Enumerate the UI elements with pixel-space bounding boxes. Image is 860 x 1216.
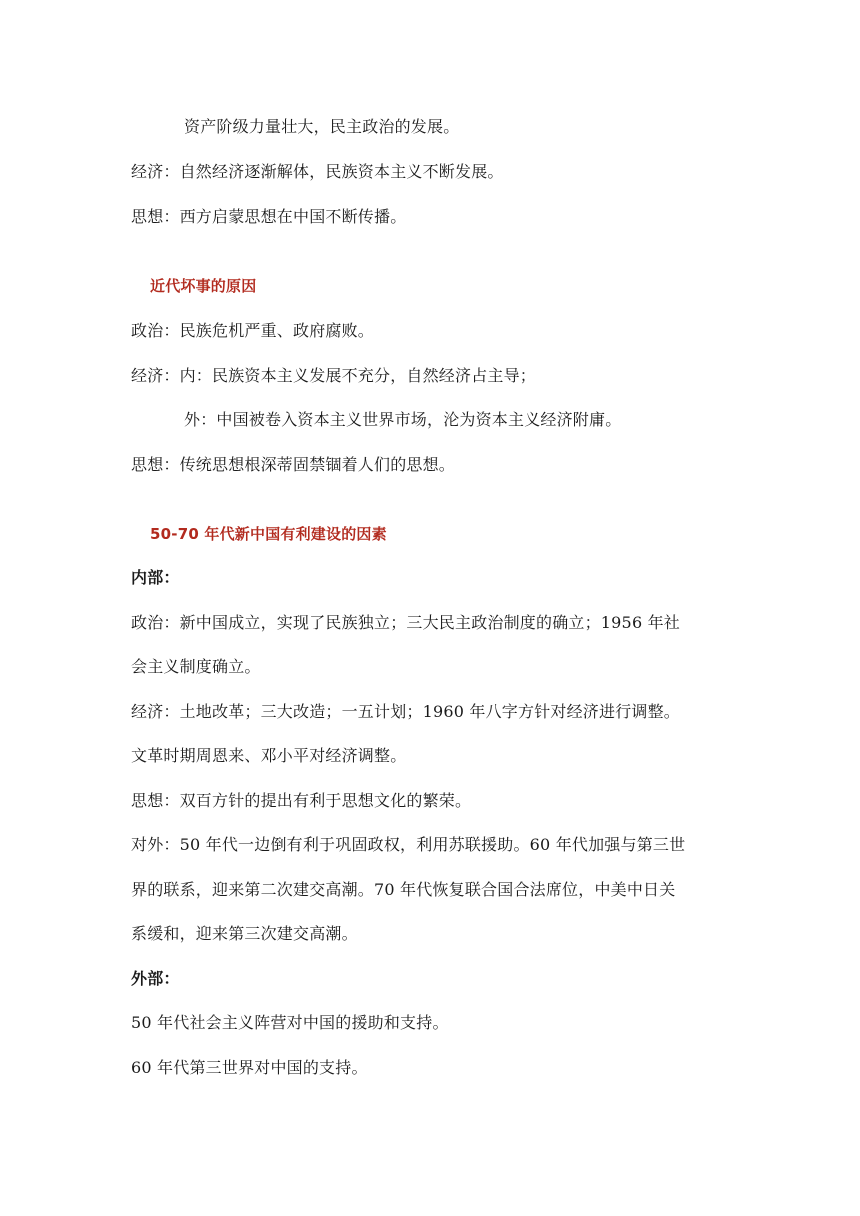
paragraph-thought: 思想：西方启蒙思想在中国不断传播。 xyxy=(131,207,407,226)
paragraph-economy: 经济：土地改革；三大改造；一五计划；1960 年八字方针对经济进行调整。 xyxy=(131,702,681,721)
label-external: 外部： xyxy=(131,969,180,988)
paragraph-thought: 思想：双百方针的提出有利于思想文化的繁荣。 xyxy=(131,791,472,810)
paragraph-politics-continued: 资产阶级力量壮大，民主政治的发展。 xyxy=(184,117,460,136)
paragraph-politics: 政治：新中国成立，实现了民族独立；三大民主政治制度的确立；1956 年社 xyxy=(131,613,681,632)
label-internal: 内部： xyxy=(131,568,180,587)
section-heading-modern-causes: 近代坏事的原因 xyxy=(150,277,257,295)
paragraph-economy-internal: 经济：内：民族资本主义发展不充分，自然经济占主导； xyxy=(131,366,537,385)
paragraph-thought: 思想：传统思想根深蒂固禁锢着人们的思想。 xyxy=(131,455,456,474)
paragraph-economy: 经济：自然经济逐渐解体，民族资本主义不断发展。 xyxy=(131,162,504,181)
paragraph-politics: 政治：民族危机严重、政府腐败。 xyxy=(131,321,375,340)
paragraph-economy-cont: 文革时期周恩来、邓小平对经济调整。 xyxy=(131,746,407,765)
paragraph-external: 60 年代第三世界对中国的支持。 xyxy=(131,1058,368,1077)
paragraph-foreign-cont: 系缓和，迎来第三次建交高潮。 xyxy=(131,924,358,943)
paragraph-politics-cont: 会主义制度确立。 xyxy=(131,657,261,676)
paragraph-external: 50 年代社会主义阵营对中国的援助和支持。 xyxy=(131,1013,449,1032)
paragraph-economy-external: 外：中国被卷入资本主义世界市场，沦为资本主义经济附庸。 xyxy=(184,410,622,429)
section-heading-new-china-factors: 50-70 年代新中国有利建设的因素 xyxy=(150,525,387,543)
paragraph-foreign-cont: 界的联系，迎来第二次建交高潮。70 年代恢复联合国合法席位，中美中日关 xyxy=(131,880,676,899)
paragraph-foreign: 对外：50 年代一边倒有利于巩固政权，利用苏联援助。60 年代加强与第三世 xyxy=(131,835,686,854)
